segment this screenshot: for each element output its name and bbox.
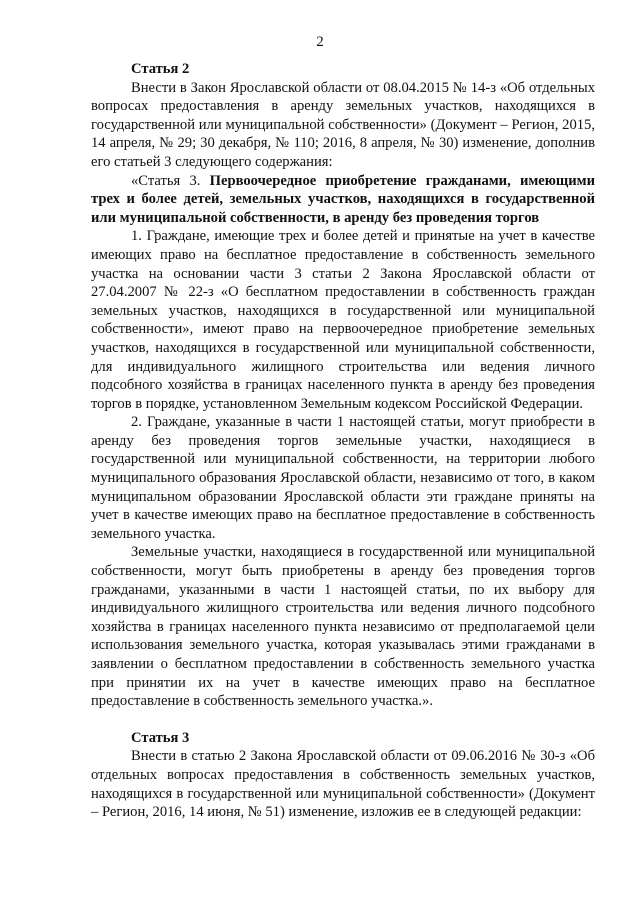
- document-body: [91, 60, 595, 822]
- article-3-heading: Статья 3: [131, 729, 190, 746]
- new-article-title: Первоочередное приобретение гражданами, имеющими трех и более детей, земельных участков, находящихся в государственной или муниципальной собственности, в аренду без проведения торгов: [91, 172, 596, 226]
- article-2-intro: Внести в Закон Ярославской области от 08.04.2015 № 14-з «Об отдельных вопросах предоставления в аренду земельных участков, находящихся в государственной или муниципальной собственности» (Документ – Регион, 2015, 14 апреля, № 29; 30 декабря, № 110; 2016, 8 апреля, № 30) изменение, дополнив его статьей 3 следующего содержания:: [91, 79, 595, 170]
- new-article-part-2-continuation: Земельные участки, находящиеся в государственной или муниципальной собственности, могут быть приобретены в аренду без проведения торгов гражданами, указанными в части 1 настоящей статьи, по их выбору для индивидуального жилищного строительства или ведения личного подсобного хозяйства в границах населенного пункта независимо от предполагаемой цели использования земельного участка, которая указывалась этими гражданами в заявлении о бесплатном предоставлении в собственность земельного участка при принятии их на учет в качестве имеющих право на бесплатное предоставление в собственность земельного участка.».: [91, 544, 595, 710]
- article-2-heading: Статья 2: [131, 61, 190, 77]
- new-article-3-heading: [91, 172, 595, 228]
- new-article-part-1: 1. Граждане, имеющие трех и более детей и принятые на учет в качестве имеющих право на бесплатное предоставление в собственность земельного участка на основании части 3 статьи 2 Закона Ярославской области от 27.04.2007 № 22-з «О бесплатном предоставлении в собственность граждан земельных участков, находящихся в государственной или муниципальной собственности», имеют право на первоочередное приобретение земельных участков, находящихся в государственной или муниципальной собственности, для индивидуального жилищного строительства или ведения личного подсобного хозяйства в границах населенного пункта в аренду без проведения торгов в порядке, установленном Земельным кодексом Российской Федерации.: [91, 228, 595, 412]
- page-number: 2: [316, 34, 324, 50]
- new-article-part-2: 2. Граждане, указанные в части 1 настоящей статьи, могут приобрести в аренду без проведения торгов земельные участки, находящиеся в государственной или муниципальной собственности, на территории любого муниципального образования Ярославской области, независимо от того, в каком муниципальном образовании Ярославской области эти граждане приняты на учет в качестве имеющих право на бесплатное предоставление в собственность земельного участка.: [91, 414, 595, 542]
- section-spacer: [91, 711, 595, 729]
- article-3-intro: Внести в статью 2 Закона Ярославской области от 09.06.2016 № 30-з «Об отдельных вопросах предоставления в собственность земельных участков, находящихся в государственной или муниципальной собственности» (Документ – Регион, 2016, 14 июня, № 51) изменение, изложив ее в следующей редакции:: [91, 748, 595, 821]
- new-article-prefix: «Статья 3.: [131, 172, 210, 189]
